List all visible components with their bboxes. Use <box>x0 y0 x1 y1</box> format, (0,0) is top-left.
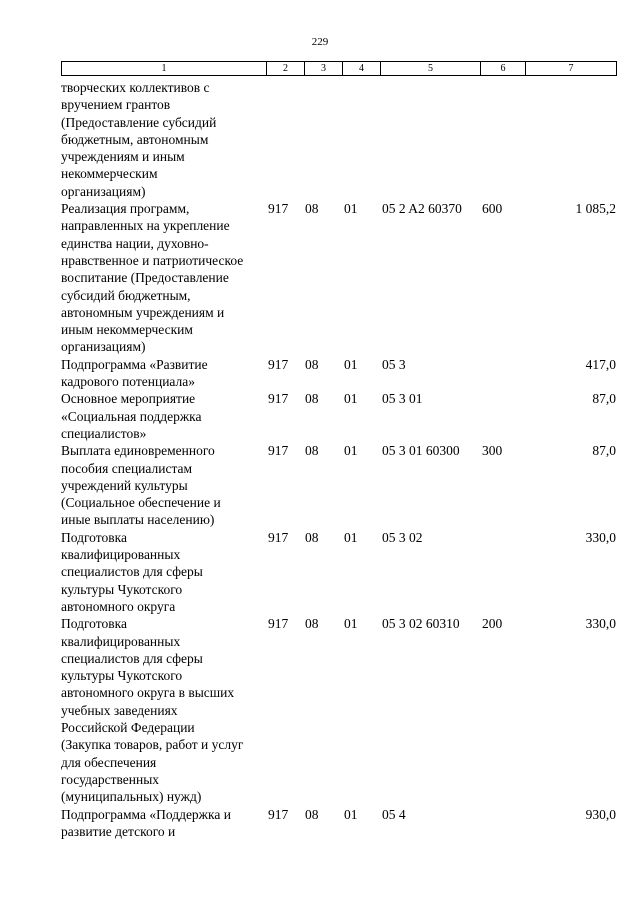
description-line: некоммерческим <box>61 166 158 182</box>
row-description <box>61 529 266 615</box>
section-code: 08 <box>305 391 319 407</box>
row-description <box>61 356 266 391</box>
description-line: Подготовка <box>61 529 127 545</box>
section-code: 08 <box>305 529 319 545</box>
subsection-code: 01 <box>344 529 358 545</box>
description-line: Выплата единовременного <box>61 443 215 459</box>
description-line: автономным учреждениям и <box>61 304 225 320</box>
description-line: направленных на укрепление <box>61 218 230 234</box>
description-line: автономного округа <box>61 598 176 614</box>
description-line: воспитание (Предоставление <box>61 270 229 286</box>
expense-type-code: 600 <box>482 201 503 217</box>
description-line: вручением грантов <box>61 97 171 113</box>
description-line: «Социальная поддержка <box>61 408 202 424</box>
description-line: организациям) <box>61 183 146 199</box>
row-description <box>61 200 266 356</box>
description-line: Основное мероприятие <box>61 391 196 407</box>
description-line: для обеспечения <box>61 754 157 770</box>
amount: 417,0 <box>585 356 616 372</box>
amount: 930,0 <box>585 806 616 822</box>
description-line: пособия специалистам <box>61 460 193 476</box>
ministry-code: 917 <box>268 391 289 407</box>
description-line: (Закупка товаров, работ и услуг <box>61 737 244 753</box>
description-line: субсидий бюджетным, <box>61 287 191 303</box>
ministry-code: 917 <box>268 356 289 372</box>
column-header: 4 <box>343 62 381 76</box>
ministry-code: 917 <box>268 529 289 545</box>
target-article-code: 05 3 <box>382 356 406 372</box>
column-header: 6 <box>481 62 526 76</box>
expense-type-code: 200 <box>482 616 503 632</box>
column-header: 7 <box>526 62 617 76</box>
column-header: 1 <box>62 62 267 76</box>
description-line: культуры Чукотского <box>61 581 183 597</box>
subsection-code: 01 <box>344 356 358 372</box>
row-description <box>61 79 266 200</box>
description-line: учреждениям и иным <box>61 149 185 165</box>
section-code: 08 <box>305 616 319 632</box>
description-line: культуры Чукотского <box>61 668 183 684</box>
target-article-code: 05 3 01 60300 <box>382 443 460 459</box>
subsection-code: 01 <box>344 201 358 217</box>
ministry-code: 917 <box>268 806 289 822</box>
ministry-code: 917 <box>268 443 289 459</box>
amount: 87,0 <box>592 391 616 407</box>
description-line: творческих коллективов с <box>61 80 210 95</box>
amount: 330,0 <box>585 616 616 632</box>
page-number: 229 <box>311 36 329 48</box>
column-header: 5 <box>381 62 481 76</box>
description-line: развитие детского и <box>61 823 176 839</box>
description-line: кадрового потенциала» <box>61 374 196 390</box>
description-line: иные выплаты населению) <box>61 512 215 528</box>
description-line: бюджетным, автономным <box>61 131 209 147</box>
section-code: 08 <box>305 806 319 822</box>
target-article-code: 05 3 02 <box>382 529 423 545</box>
description-line: организациям) <box>61 339 146 355</box>
description-line: Реализация программ, <box>61 201 190 217</box>
description-line: иным некоммерческим <box>61 322 193 338</box>
description-line: нравственное и патриотическое <box>61 252 244 268</box>
ministry-code: 917 <box>268 616 289 632</box>
description-line: (Социальное обеспечение и <box>61 495 221 511</box>
row-description <box>61 442 266 528</box>
subsection-code: 01 <box>344 391 358 407</box>
amount: 1 085,2 <box>575 201 616 217</box>
description-line: Подпрограмма «Поддержка и <box>61 806 231 822</box>
column-header: 2 <box>267 62 305 76</box>
subsection-code: 01 <box>344 443 358 459</box>
description-line: квалифицированных <box>61 547 181 563</box>
target-article-code: 05 4 <box>382 806 406 822</box>
description-line: единства нации, духовно- <box>61 235 209 251</box>
row-description <box>61 390 266 442</box>
target-article-code: 05 2 A2 60370 <box>382 201 462 217</box>
description-line: Подготовка <box>61 616 127 632</box>
subsection-code: 01 <box>344 806 358 822</box>
description-line: (Предоставление субсидий <box>61 114 217 130</box>
section-code: 08 <box>305 201 319 217</box>
description-line: квалифицированных <box>61 633 181 649</box>
description-line: Подпрограмма «Развитие <box>61 356 208 372</box>
target-article-code: 05 3 01 <box>382 391 423 407</box>
expense-type-code: 300 <box>482 443 503 459</box>
description-line: специалистов для сферы <box>61 564 203 580</box>
amount: 330,0 <box>585 529 616 545</box>
column-header-row <box>61 61 617 76</box>
description-line: учреждений культуры <box>61 477 188 493</box>
ministry-code: 917 <box>268 201 289 217</box>
description-line: учебных заведениях <box>61 702 178 718</box>
description-line: государственных <box>61 771 160 787</box>
column-header: 3 <box>305 62 343 76</box>
amount: 87,0 <box>592 443 616 459</box>
description-line: Российской Федерации <box>61 720 195 736</box>
description-line: (муниципальных) нужд) <box>61 789 202 805</box>
subsection-code: 01 <box>344 616 358 632</box>
row-description <box>61 806 266 841</box>
description-line: автономного округа в высших <box>61 685 235 701</box>
target-article-code: 05 3 02 60310 <box>382 616 460 632</box>
section-code: 08 <box>305 356 319 372</box>
row-description <box>61 615 266 805</box>
description-line: специалистов для сферы <box>61 650 203 666</box>
section-code: 08 <box>305 443 319 459</box>
description-line: специалистов» <box>61 425 147 441</box>
